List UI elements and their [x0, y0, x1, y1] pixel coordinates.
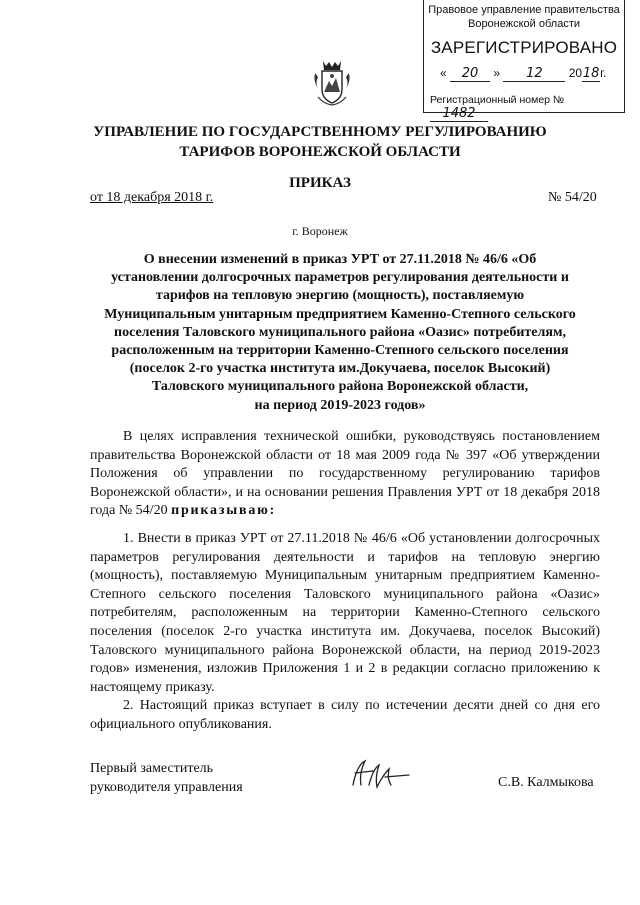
order-item-1: 1. Внести в приказ УРТ от 27.11.2018 № 46/6 «Об установлении долгосрочных параметров регулирования деятельности и тарифов на тепловую энергию (мощность), поставляемую Муниципальным унитарным предприятием Каменно-Степного сельского поселения Таловского муниципального района «Оазис» потребителям, расположенным на территории Каменно-Степного сельского поселения (поселок 2-го участка института им. Докучаева, поселок Высокий) Таловского муниципального района Воронежской области, на период 2019-2023 годов» изменения, изложив Приложения 1 и 2 в редакции согласно приложению к настоящему приказу.	[90, 531, 600, 695]
subject-line: Муниципальным унитарным предприятием Каменно-Степного сельского	[104, 306, 576, 322]
signatory-position	[90, 760, 243, 797]
handwritten-signature	[345, 755, 415, 795]
stamp-date-year-prefix: 20	[568, 66, 583, 80]
stamp-organization	[424, 3, 624, 31]
stamp-org-line2: Воронежской области	[467, 18, 580, 30]
agency-name-line1: УПРАВЛЕНИЕ ПО ГОСУДАРСТВЕННОМУ РЕГУЛИРОВАНИЮ	[93, 124, 547, 140]
agency-name	[0, 122, 640, 162]
subject-line: на период 2019-2023 годов»	[254, 397, 426, 413]
stamp-reg-value: 1482	[430, 106, 488, 122]
stamp-org-line1: Правовое управление правительства	[428, 4, 620, 16]
subject-line: расположенным на территории Каменно-Степного сельского поселения	[111, 343, 569, 359]
order-items	[90, 530, 600, 735]
stamp-date-day: 20	[450, 66, 490, 82]
signatory-position-line1: Первый заместитель	[90, 761, 214, 776]
signatory-position-line2: руководителя управления	[90, 779, 243, 795]
stamp-date-year: 18	[582, 66, 600, 81]
preamble	[90, 428, 600, 521]
subject-line: О внесении изменений в приказ УРТ от 27.11.2018 № 46/6 «Об	[143, 252, 537, 267]
subject-line: установлении долгосрочных параметров регулирования деятельности и	[111, 270, 569, 286]
registration-stamp	[423, 0, 625, 121]
stamp-date-suffix: г.	[600, 66, 607, 80]
document-date: от 18 декабря 2018 г.	[90, 190, 214, 205]
subject-line: тарифов на тепловую энергию (мощность), поставляемую	[155, 288, 525, 304]
order-word: приказываю:	[171, 503, 277, 519]
stamp-reg-number	[430, 94, 618, 122]
stamp-registered-label: ЗАРЕГИСТРИРОВАНО	[430, 38, 618, 57]
agency-name-line2: ТАРИФОВ ВОРОНЕЖСКОЙ ОБЛАСТИ	[179, 144, 461, 160]
stamp-date-month: 12	[503, 66, 565, 82]
coat-of-arms-icon	[312, 57, 352, 107]
document-type: ПРИКАЗ	[289, 175, 351, 191]
signatory-name: С.В. Калмыкова	[498, 775, 594, 790]
document-city: г. Воронеж	[292, 224, 348, 238]
stamp-reg-label: Регистрационный номер №	[430, 94, 565, 106]
document-subject	[70, 251, 610, 415]
subject-line: (поселок 2-го участка института им.Докучаева, поселок Высокий)	[129, 361, 551, 377]
stamp-date-quote-close: »	[493, 66, 501, 80]
stamp-date-quote-open: «	[440, 66, 447, 80]
order-item-2: 2. Настоящий приказ вступает в силу по истечении десяти дней со дня его официального опубликования.	[90, 698, 600, 732]
preamble-text: В целях исправления технической ошибки, руководствуясь постановлением правительства Воронежской области от 18 мая 2009 года № 397 «Об утверждении Положения об управлении по государственному регулированию тарифов Воронежской области», и на основании решения Правления УРТ от 18 декабря 2018 года № 54/20	[90, 429, 600, 519]
stamp-date	[440, 66, 616, 82]
preamble-paragraph	[90, 428, 600, 521]
subject-line: поселения Таловского муниципального района «Оазис» потребителям,	[114, 324, 566, 340]
subject-line: Таловского муниципального района Воронежской области,	[151, 379, 529, 395]
document-number: № 54/20	[548, 190, 597, 205]
